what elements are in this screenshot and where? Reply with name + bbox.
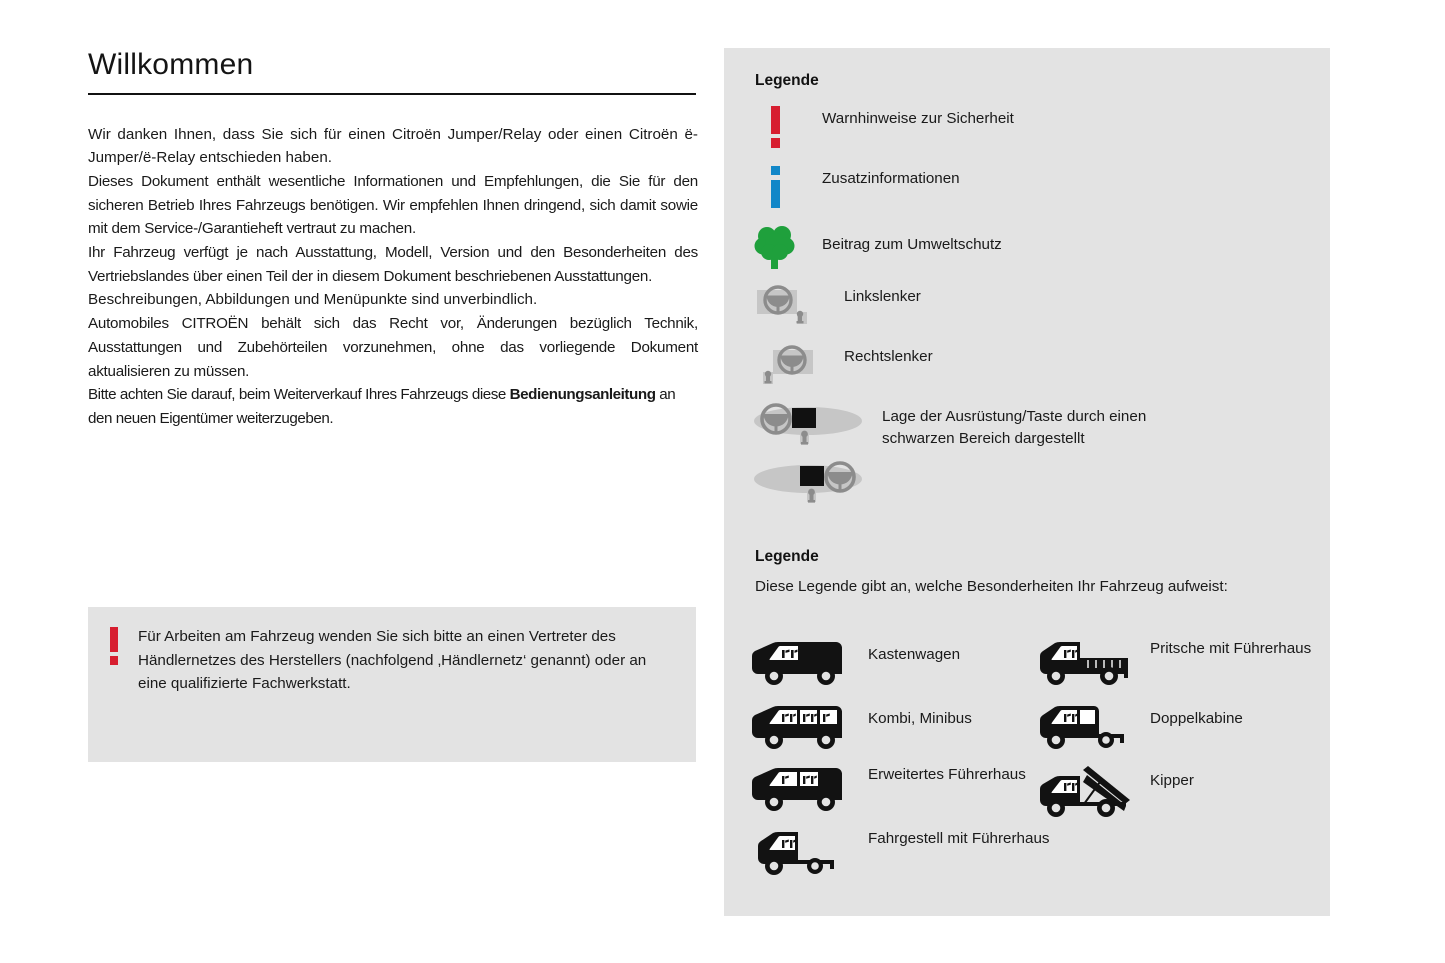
vehicle-item-label: Doppelkabine — [1150, 710, 1243, 727]
steering-wheel-left-icon — [750, 284, 820, 330]
legend-item-black-area-lhd — [750, 400, 1182, 454]
legend-item-black-area-rhd — [750, 458, 870, 512]
legend-item-label: Zusatzinformationen — [822, 170, 960, 187]
vehicle-item-flatbed — [1034, 636, 1311, 692]
legend-item-label: Rechtslenker — [844, 348, 933, 365]
legend-vehicles-subtitle: Diese Legende gibt an, welche Besonderheiten Ihr Fahrzeug aufweist: — [755, 578, 1228, 595]
tipper-truck-icon — [1034, 762, 1142, 826]
flatbed-truck-icon — [1034, 636, 1142, 692]
van-icon — [752, 636, 860, 692]
vehicle-item-label: Pritsche mit Führerhaus — [1150, 640, 1312, 657]
legend-item-label: Warnhinweise zur Sicherheit — [822, 110, 1014, 127]
vehicle-item-double-cab — [1034, 700, 1243, 756]
warning-text: Für Arbeiten am Fahrzeug wenden Sie sich bitte an einen Vertreter des Händlernetzes des Herstellers (nachfolgend ‚Händlernetz‘ genannt) oder an eine qualifizierte Fachwerkstatt. — [138, 628, 647, 693]
title-divider — [88, 93, 696, 95]
legend-item-label: Beitrag zum Umweltschutz — [822, 236, 1002, 253]
vehicle-item-label: Kombi, Minibus — [868, 710, 972, 727]
legend-item-warning — [754, 106, 1014, 150]
exclamation-icon — [106, 627, 124, 696]
vehicle-item-label: Fahrgestell mit Führerhaus — [868, 830, 1050, 847]
legend-item-information — [754, 166, 960, 210]
legend-item-right-hand-drive — [750, 344, 933, 390]
intro-paragraph-1: Wir danken Ihnen, dass Sie sich für einen Citroën Jumper/Relay oder einen Citroën ë-Jumper/ë-Relay entschieden haben. — [88, 125, 698, 167]
intro-paragraph-4: Beschreibungen, Abbildungen und Menüpunkte sind unverbindlich. — [88, 291, 538, 309]
vehicle-item-label: Kastenwagen — [868, 646, 961, 663]
information-icon — [754, 166, 796, 210]
crew-van-icon — [752, 762, 860, 818]
owners-manual-emphasis: Bedienungsanleitung — [509, 386, 656, 404]
vehicle-item-label: Erweitertes Führerhaus — [868, 766, 1026, 783]
steering-wheel-right-icon — [750, 344, 820, 390]
dashboard-black-area-rhd-icon — [750, 458, 870, 512]
vehicle-item-crew-van — [752, 762, 1026, 818]
page-title: Willkommen — [88, 48, 254, 81]
resale-paragraph — [88, 383, 698, 430]
dashboard-black-area-lhd-icon — [750, 400, 870, 454]
legend-item-environment — [754, 224, 1002, 270]
welcome-section — [88, 48, 698, 431]
vehicle-item-tipper — [1034, 762, 1194, 826]
vehicle-item-minibus — [752, 700, 972, 756]
minibus-icon — [752, 700, 860, 756]
legend-vehicles-heading: Legende — [755, 548, 819, 565]
exclamation-icon — [754, 106, 796, 150]
vehicle-item-chassis-cab — [752, 826, 1049, 882]
vehicle-item-label: Kipper — [1150, 772, 1194, 789]
dealer-network-warning-box — [88, 607, 696, 762]
legend-item-label: Lage der Ausrüstung/Taste durch einen schwarzen Bereich dargestellt — [882, 408, 1147, 447]
legend-panel — [724, 48, 1330, 916]
double-cab-icon — [1034, 700, 1142, 756]
resale-lead: Bitte achten Sie darauf, beim Weiterverkauf Ihres Fahrzeugs diese — [88, 386, 510, 404]
legend-symbols-heading: Legende — [755, 72, 819, 89]
intro-paragraph-5: Automobiles CITROËN behält sich das Recht vor, Änderungen bezüglich Technik, Ausstattungen und Zubehörteilen vorzunehmen, ohne das vorliegende Dokument aktualisieren zu müssen. — [88, 315, 698, 380]
resale-tail: an den neuen Eigentümer weiterzugeben. — [88, 386, 676, 427]
vehicle-item-van — [752, 636, 960, 692]
tree-icon — [754, 224, 796, 270]
legend-item-left-hand-drive — [750, 284, 921, 330]
intro-paragraph-2: Dieses Dokument enthält wesentliche Informationen und Empfehlungen, die Sie für den sicheren Betrieb Ihres Fahrzeugs benötigen. Wir empfehlen Ihnen dringend, sich damit sowie mit dem Service-/Garantieheft vertraut zu machen. — [88, 172, 698, 238]
intro-paragraph-3: Ihr Fahrzeug verfügt je nach Ausstattung, Modell, Version und den Besonderheiten des Vertriebslandes über einen Teil der in diesem Dokument beschriebenen Ausstattungen. — [88, 244, 698, 285]
chassis-cab-icon — [752, 826, 860, 882]
legend-item-label: Linkslenker — [844, 288, 921, 305]
